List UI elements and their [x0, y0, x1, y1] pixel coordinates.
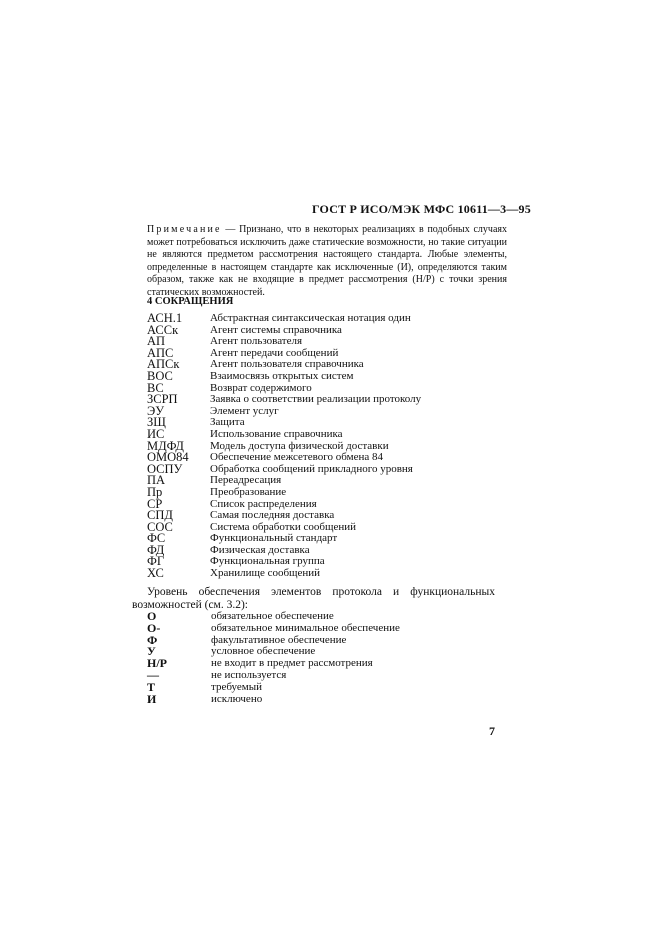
- abbreviation: ПА: [147, 473, 166, 488]
- abbreviation-definition: Агент пользователя: [210, 335, 303, 348]
- note-lead: Примечание: [147, 224, 222, 235]
- abbreviation-list: [147, 313, 421, 580]
- abbreviation-definition: Хранилище сообщений: [210, 567, 321, 580]
- abbreviation: АСН.1: [147, 311, 183, 325]
- abbreviation-row: [147, 313, 421, 325]
- abbreviation-definition: Агент передачи сообщений: [210, 346, 339, 359]
- abbreviation: ЗЩ: [147, 415, 166, 430]
- support-level-code: Н/Р: [147, 656, 167, 671]
- abbreviation-definition: Агент системы справочника: [210, 323, 342, 336]
- abbreviation-definition: Самая последняя доставка: [210, 509, 335, 522]
- abbreviation: АПС: [147, 345, 174, 360]
- support-level-definition: обязательное минимальное обеспечение: [211, 621, 400, 634]
- support-level-row: [147, 691, 400, 706]
- support-level-definition: исключено: [211, 692, 263, 705]
- support-level-list: [147, 611, 400, 705]
- support-level-code: У: [147, 644, 156, 659]
- abbreviation-row: [147, 510, 421, 522]
- abbreviation: ФС: [147, 531, 166, 546]
- abbreviation-row: [147, 368, 421, 383]
- support-level-definition: не входит в предмет рассмотрения: [211, 657, 373, 670]
- abbreviation: АП: [147, 334, 166, 349]
- support-level-intro: [132, 586, 495, 611]
- intro-word: Уровень: [147, 586, 188, 598]
- abbreviation-definition: Физическая доставка: [210, 543, 310, 556]
- note-paragraph: [147, 224, 507, 299]
- abbreviation: ОМО84: [147, 450, 189, 465]
- support-level-code: О-: [147, 620, 161, 635]
- support-level-definition: требуемый: [211, 680, 262, 693]
- abbreviation: ЭУ: [147, 403, 165, 418]
- document-header: ГОСТ Р ИСО/МЭК МФС 10611—3—95: [312, 202, 531, 216]
- note-text: — Признано, что в некоторых реализациях в подобных случаях может потребоваться исключить даже статические возможности, но такие ситуации не являются предметом рассмотрения настоящего стандарта. Любые элементы, определенные в настоящем стандарте как исключенные (И), определяются таким образом, также как не входящие в предмет рассмотрения (Н/Р) с точки зрения статических возможностей.: [147, 224, 507, 298]
- intro-word: протокола: [332, 586, 382, 598]
- abbreviation: ФГ: [147, 554, 165, 569]
- abbreviation-definition: Модель доступа физической доставки: [210, 439, 389, 452]
- abbreviation-definition: Заявка о соответствии реализации протоколу: [210, 393, 422, 406]
- support-level-intro-line1: [132, 586, 495, 599]
- intro-word: и: [393, 586, 400, 598]
- abbreviation-definition: Элемент услуг: [210, 404, 279, 417]
- support-level-code: Т: [147, 679, 156, 694]
- support-level-code: И: [147, 691, 157, 706]
- support-level-definition: условное обеспечение: [211, 645, 316, 658]
- abbreviation-definition: Абстрактная синтаксическая нотация один: [210, 312, 411, 324]
- support-level-row: [147, 667, 400, 682]
- abbreviation: ВОС: [147, 368, 173, 383]
- abbreviation-definition: Взаимосвязь открытых систем: [210, 369, 354, 382]
- abbreviation-row: [147, 403, 421, 418]
- support-level-code: Ф: [147, 632, 158, 647]
- intro-word: функциональных: [410, 586, 495, 598]
- abbreviation: ВС: [147, 380, 164, 395]
- abbreviation-definition: Защита: [210, 416, 245, 429]
- support-level-intro-line2: возможностей (см. 3.2):: [132, 598, 248, 611]
- abbreviation: СПД: [147, 508, 173, 523]
- abbreviation-definition: Список распределения: [210, 497, 317, 510]
- abbreviation-definition: Переадресация: [210, 474, 282, 487]
- abbreviation-definition: Обработка сообщений прикладного уровня: [210, 462, 413, 475]
- support-level-code: О: [147, 609, 157, 623]
- support-level-row: [147, 679, 400, 694]
- abbreviation: ИС: [147, 426, 165, 441]
- abbreviation-definition: Возврат содержимого: [210, 381, 312, 394]
- abbreviation-row: [147, 426, 421, 441]
- abbreviation-definition: Система обработки сообщений: [210, 520, 357, 533]
- abbreviation: ОСПУ: [147, 461, 183, 476]
- abbreviation: ФД: [147, 542, 165, 557]
- support-level-code: —: [147, 667, 159, 682]
- abbreviation: АССк: [147, 322, 179, 337]
- abbreviation: МДФД: [147, 438, 184, 453]
- abbreviation: СР: [147, 496, 163, 511]
- page-number: 7: [489, 724, 495, 738]
- abbreviation-definition: Преобразование: [210, 485, 287, 498]
- abbreviation: ЗСРП: [147, 392, 178, 407]
- abbreviation-row: [147, 461, 421, 476]
- abbreviation: АПСк: [147, 357, 180, 372]
- support-level-definition: факультативное обеспечение: [211, 633, 347, 646]
- abbreviation: СОС: [147, 519, 173, 534]
- abbreviation-row: [147, 452, 421, 464]
- abbreviation-definition: Функциональная группа: [210, 555, 325, 568]
- abbreviation-row: [147, 484, 421, 499]
- support-level-definition: обязательное обеспечение: [211, 610, 334, 622]
- section-title: 4 СОКРАЩЕНИЯ: [147, 296, 234, 307]
- abbreviation: ХС: [147, 566, 164, 581]
- abbreviation-definition: Использование справочника: [210, 427, 343, 440]
- abbreviation-row: [147, 394, 421, 406]
- abbreviation-definition: Функциональный стандарт: [210, 532, 338, 545]
- abbreviation-definition: Обеспечение межсетевого обмена 84: [210, 451, 384, 464]
- intro-word: обеспечения: [198, 586, 260, 598]
- abbreviation-definition: Агент пользователя справочника: [210, 358, 364, 371]
- abbreviation-row: [147, 568, 421, 580]
- abbreviation: Пр: [147, 484, 163, 499]
- support-level-definition: не используется: [211, 668, 287, 681]
- support-level-row: [147, 620, 400, 635]
- intro-word: элементов: [271, 586, 322, 598]
